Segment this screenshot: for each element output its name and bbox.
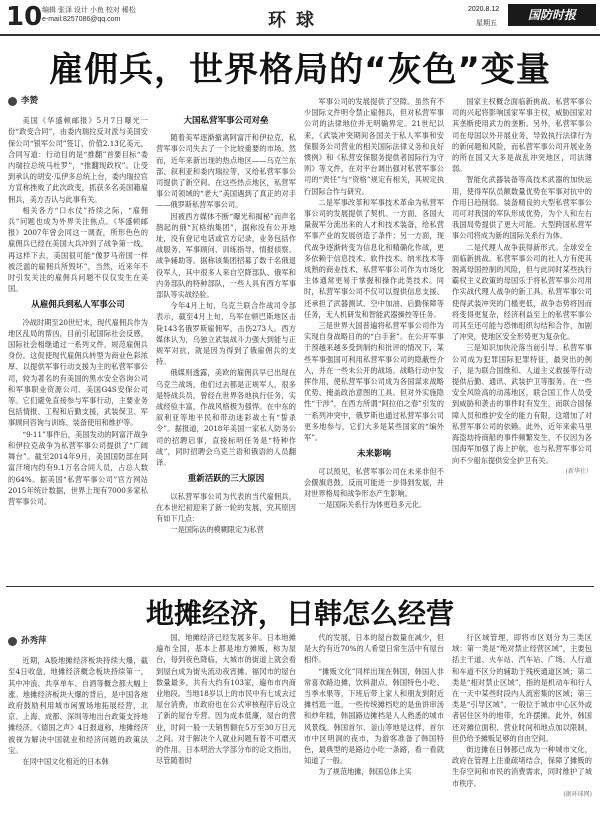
paragraph: 为了规范地摊，韩国总体上实 xyxy=(318,767,412,777)
paragraph: 智能化武器装备等高技术武器的加快运用，使得军队员额数量优势在军事对抗中的作用日趋削弱。装备精良的大型私营军事公司可对我国的军队形成优势，为个人和左右我国局势提供了更大可能。大型跨国私营军事公司将成为新的国际关系行为体。 xyxy=(452,175,592,241)
article1-subheading-4: 未来影响 xyxy=(356,449,391,460)
article1-source: (新华社） xyxy=(565,467,592,475)
paragraph: “摊贩文化”同样出现在韩国，韩国人非常喜欢路边摊，饮料甜点、韩国特色小吃、当季水果等，下班后带上家人和朋友到附近摊档逛一逛，一些传统摊档吃的是鱼饼串汤和炒年糕，韩国路边摊档是人人熟悉的城市风景线。韩国首尔、釜山等地是这样，首尔市中区明洞的夜市，为游客准备了韩国特色，最典型的是路边小吃一条路，看一看就知道了一般。 xyxy=(304,666,444,766)
author-marker-icon xyxy=(8,637,17,646)
paragraph: 国，地摊经济已经发展多年。日本地摊遍布全国，基本上都是地方摊贩，称为屋台，每到夜色降临，大城市的街道上就会看到屋台成为街头流动夜宵摊。福冈市的屋台数量最多，共有大约有103家，遍布市内商业地段。当地18岁以上的市民中有七成去过屋台消费，市政府也在公式审核程序后设立了新的屋台专营。因为成本低廉，屋台的营业，时间一般一天销售额在5万至30万日元之间。对于解决个人就业问题有着不可磨灭的作用。日本明治大学部分布的论文指出，尽管随着时 xyxy=(156,633,296,766)
paragraph: 一是国际法的模糊限定为私营 xyxy=(170,525,264,535)
paragraph: 二是军事改革和军事技术革命为私营军事公司的发展提供了契机。一方面，各国大量裁军分流出来的人才和技术装备，给私营军事产业的发展创造了条件；另一方面，现代战争逐渐转变为信息化和精确化作战，更多依赖于信息技术、软件技术、纳米技术等成熟的商业技术，私营军事公司作为市场化主体通常更易于掌握和操作此类技术。同时，私营军事公司不仅可以提供信息支援、还承担了武器测试、空中加油、后勤保障等任务，无人机研发和智能武器操控等任务。 xyxy=(304,197,444,319)
paragraph: 俄媒则透露，美欧的雇佣兵早已出现在乌克兰战场，他们过去都是正规军人，很多是特战兵员，曾经在世界各地执行任务，实战经验丰富，作战风格极为强悍。在中东的叙利亚等地平民和带动迷彩战士有“誓杀令”。据报道，2018年美国一家私人防务公司的招聘启事，直接标明任务是“特种作战”，同时招聘会乌克兰语和俄语的人员翻译。 xyxy=(156,368,296,468)
article1-subheading-2: 大国私营军事公司对垒 xyxy=(183,116,269,126)
editor-email: e-mail:8257086@qq.com xyxy=(42,16,121,23)
paragraph: 街边摊在日韩都已成为一种城市文化，政府在管理上注重疏堵结合，保障了摊贩的生存空间和市民的消费需求，同时维护了城市秩序。 xyxy=(452,745,592,788)
paragraph: 美国《华盛顿邮报》5月7日曝光一份“政变合同”，由委内瑞拉反对派与美国安保公司“银军公司”签订，价值2.13亿美元，合同写道：行动目的是“推翻”首要目标“委内瑞拉总统马杜罗”，“推翻现政权”。让受到承认的胡安·瓜伊多总统上台，委内瑞拉官方宣称挫败了此次政变，抓获多名美国籍雇佣兵，美方否认与此事有关。 xyxy=(8,116,148,204)
article1-column-1 xyxy=(8,92,148,584)
newspaper-masthead: 国防时报 xyxy=(508,4,596,26)
article2-column-4 xyxy=(452,632,592,822)
paragraph: 冷战时期至20世纪末，现代雇佣兵作为地区乱局的帮凶，目前引起国际社会反感，国际社会相继通过一系列文件，规范雇佣兵身份。这促使现代雇佣兵转型为商业色彩浓厚、以提供军事行动支援为主的私营军事公司，较为著名的有美国的黑水安全咨询公司和军事职业资源公司、美国G4S安保公司等。它们避免直接参与军事行动，主要业务包括情报、工程和后勤支援，武装保卫、军事顾问咨询与训练、装备使用和维护等。 xyxy=(8,317,148,428)
paragraph: 国家主权概念面临新挑战。私营军事公司的兴起将影响国家军事主权，威胁国家对其垄断使用武力的垄断。另外，私营军事公司在母国以外开展业务，导致执行法律行为的新问题和风险，而私营军事公司开展业务的所在国又大多是战乱冲突地区，司法薄弱。 xyxy=(452,97,592,174)
author-marker-icon xyxy=(8,97,17,106)
issue-weekday: 星期五 xyxy=(476,20,497,27)
paragraph: 相关各方“口水仗”持续之际，“雇佣兵”问题也成为外界关注焦点。《华盛顿邮报》2007年曾会同这一调查，所形色色的雇佣兵已经在美国大兵冲到了战争第一线，再这样下去，美国很可能“像罗马帝国一样被泛滥的雇佣兵所毁坏”，当然，近来年不时引发关注的雇佣兵问题不仅仅发生在美国。 xyxy=(8,205,148,294)
article2-byline xyxy=(8,636,148,647)
editor-credits: 编辑 张泽 设计 小鱼 校对 稀松 xyxy=(42,7,136,14)
paragraph: 三是世界大国普遍将私营军事公司作为实现自身战略目的的“白手套”。在公开军事干预越来越多受到制约和批评的情况下，某些军事强国可利用私营军事公司的隐蔽性介入，并在一些未公开的战场、战略行动中发挥作用，使私营军事公司成为各国谋求战略优势、掩盖政治意图的工具。但对外实施隐性“干涉”，在西方所谓“阿拉伯之春”引发的一系列冲突中，俄罗斯也通过私营军事公司更多地参与，它们大多是某些国家的“编外军”。 xyxy=(304,321,444,443)
page-number: 10 xyxy=(6,2,43,32)
paragraph: 军事公司的发展提供了空隙。虽然有不少国际文件明令禁止雇佣兵，但对私营军事公司的法律地位并无明确界定。21世纪以来，《武装冲突期间各国关于私人军事和安保服务公司营业的相关国际法律义务和良好惯例》和《私营安保服务提供者国际行为守则》等文件，在对平台调出强对私营军事公司的“责任”与“资格”规定有相关，其规定执行国际合作与研究。 xyxy=(304,97,444,196)
paragraph: 随着美军逐渐撤离阿富汗和伊拉克，私营军事公司失去了一个比较重要的市场。然而，近年来新出现的热点地区——乌克兰东部、叙利亚和委内瑞拉等，又给私营军事公司提供了新空间。在这些热点地区，私营军事公司领域的“老大”美国遇到了真正的对手——俄罗斯私营军事公司。 xyxy=(156,133,296,210)
page-header xyxy=(0,0,600,36)
article2-headline: 地摊经济，日韩怎么经营 xyxy=(145,597,454,630)
article1-column-2 xyxy=(156,96,296,584)
paragraph: 行区域管理，即将市区划分为三类区域：第一类是“绝对禁止经营区域”，主要包括主干道、火车站、汽车站、广场、人行道和车道不区分的辅助于残疾通道区域；第二类是“相对禁止区域”，指的是机动车和行人在一天中某些时段内人流密集的区域；第三类是“引导区域”，一般位于城市中心区外或者居住区外的地带，允许摆摊。此外，韩国还对摊位面积、营业时间和地点加以限制，但仍给予摊贩足够的自由空间。 xyxy=(452,633,592,743)
article2-column-2 xyxy=(156,632,296,822)
paragraph: “9·11”事件后，美国发动的阿富汗战争和伊拉克战争为私营军事公司提供了“广阔舞台”。截至2014年9月，美国国防部在阿富汗境内约有9.1万名合同人员，占总人数的64%。据美国“私营军事公司”官方网站2015年统计数据，世界上现有7000多家私营军事公司。 xyxy=(8,429,148,506)
paragraph: 今年4月上旬，乌克兰联合作战司令部表示，截至4月上旬，乌军在顿巴斯地区击毙143名俄罗斯雇佣军，击伤273人。西方媒体认为，乌独立武装战斗力强大到能与正规军对抗，就是因为得到了俄雇佣兵的支持。 xyxy=(156,301,296,367)
paragraph: 三是知识加快沦落当前引导。私营军事公司成为犯罪国际犯罪特征，最突出的例子，是为联合国维和、人道主义救援等行动提供后勤、通讯、武装护卫等服务。在一些安全风险高的动荡地区，联合国工作人员受到威胁和袭击的事件时有发生，而联合国保障人员和维护安全的能力有限，这增加了对私营军事公司的依赖。此外，近年来索马里海盗劫持商船的事件频繁发生，不仅因为各国海军加强了海上护航，也与私营军事公司向不少船东提供安全护卫有关。 xyxy=(452,343,592,465)
article1-subheading-1: 从雇佣兵到私人军事公司 xyxy=(31,300,125,311)
issue-date: 2020.8.12 xyxy=(468,6,500,13)
paragraph: 代的发展，日本的屋台数量在减少，但是大约有近70%的人希望日常生活中有屋台相伴。 xyxy=(304,633,444,665)
article2-author: 孙秀萍 xyxy=(21,636,47,646)
article1-column-4 xyxy=(452,96,592,584)
paragraph: 因被西方媒体不断“曝光和揭秘”而声名鹊起的俄“瓦格纳集团”，据称没有公开地址，没有登记电话或官方记录，业务包括作战服务、军事顾问、训练指导、情报侦察、战争辅助等。据称该集团招募了数千名俄退役军人，其中很多人来自空降部队、俄军和内务部队的特种部队，一些人具有西方军事部队等实战经验。 xyxy=(156,211,296,300)
section-title: 环球 xyxy=(268,10,324,31)
article1-author: 李赞 xyxy=(21,96,39,106)
article1-subheading-3: 重新活跃的三大原因 xyxy=(187,474,265,485)
article-divider xyxy=(6,586,594,587)
article1-column-3 xyxy=(304,96,444,584)
paragraph: 在同中国文化相近的日本韩 xyxy=(22,757,109,767)
paragraph: 近期，A股地摊经济板块持续大爆，截至4日收盘，地摊经济概念板块持续第一，其中冲浪、共享单车、自酒等概念都大幅上涨。地摊经济板块大爆的背后，是中国各地政府鼓励利用城市闲置场地拓展经营，北京、上海、成都、深圳等地出台政策支持地摊经济。《德国之声》4日报道称，地摊经济被视为解决中国就业和经济问题的政策法宝。 xyxy=(8,656,148,755)
article2-source: (据环球网) xyxy=(563,790,592,798)
paragraph: 以私营军事公司为代表的当代雇佣兵，在本世纪初迎来了新一轮的发展，究其原因有如下几点： xyxy=(156,491,296,523)
article1-byline xyxy=(8,96,148,107)
article1-headline: 雇佣兵，世界格局的“灰色”变量 xyxy=(49,50,551,90)
paragraph: 一是国际关系行为体更趋多元化。 xyxy=(318,500,427,510)
paragraph: 可以预见，私营军事公司在未来非但不会偃旗息鼓，反而可能进一步得到发展，并对世界格局和战争形态产生影响。 xyxy=(304,466,444,498)
article2-column-3 xyxy=(304,632,444,822)
article2-column-1 xyxy=(8,632,148,822)
paragraph: 二是代理人战争获得新形式。全球安全面临新挑战。私营军事公司的社人方有使其脱离母国控制的风险，但与此同时某些执行霸权主义政策的母国乐于将私营军事公司用作实战代理人战争的新工具。私营军事公司使得武装冲突的门槛更低，战争态势将因而将变得更复杂，经济利益至上的私营军事公司其至还可能与恐怖组织勾结和合作，加剧了冲突，使地区安全形势更为复杂化。 xyxy=(452,242,592,342)
